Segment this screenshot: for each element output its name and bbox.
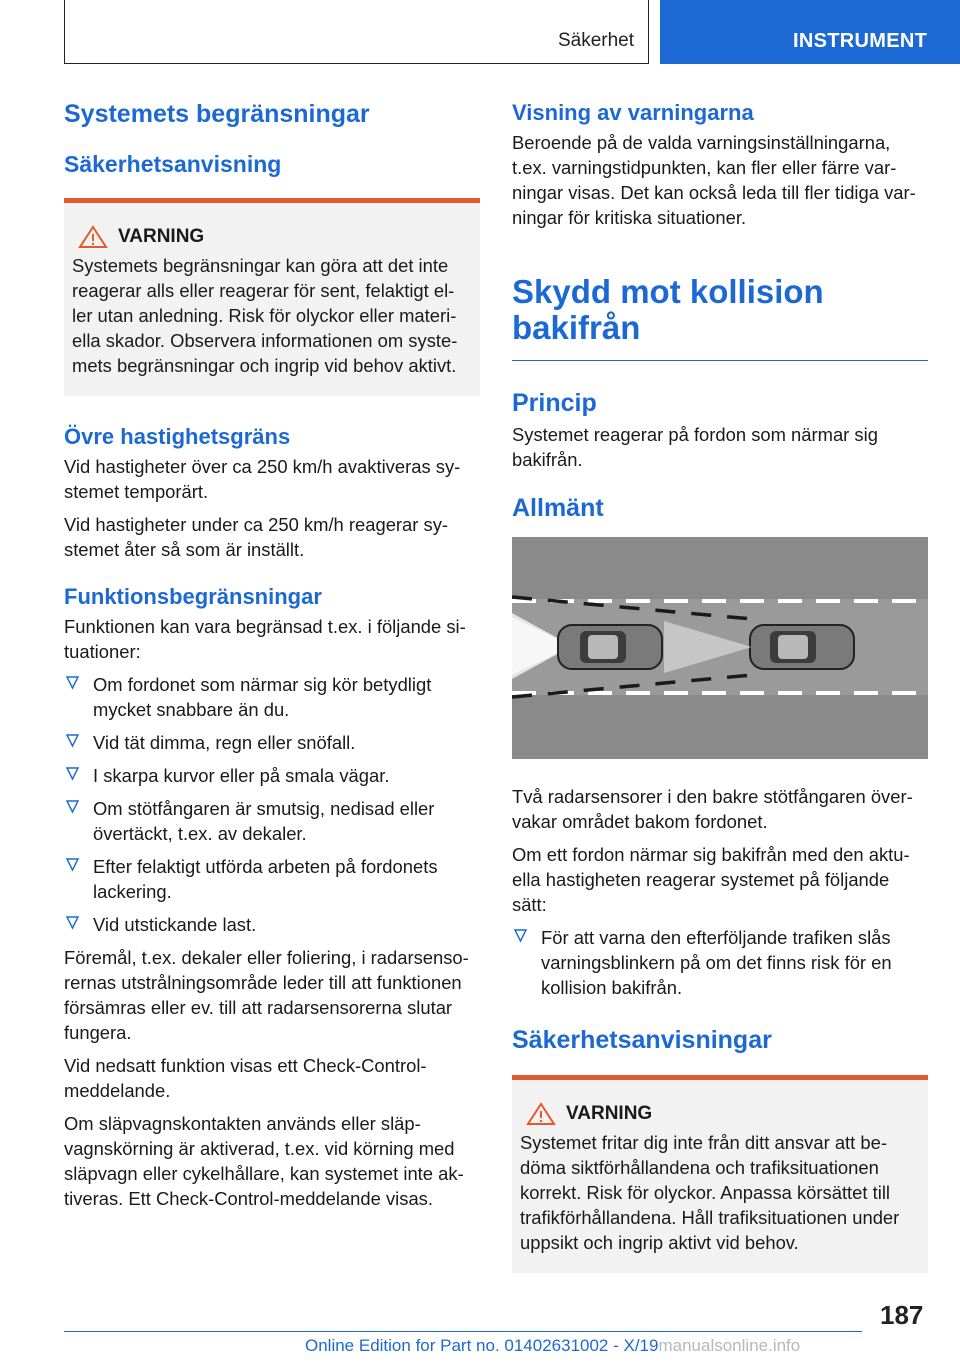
heading-general: Allmänt [512, 494, 604, 522]
list-item: Om stötfångaren är smutsig, nedisad eller övertäckt, t.ex. av dekaler. [64, 796, 480, 846]
warning-label: VARNING [566, 1103, 653, 1124]
list-item: För att varna den efterföljande trafiken slås varningsblinkern på om det finns risk för en kollision bakifrån. [512, 925, 928, 1000]
footer-watermark: manualsonline.info [658, 1336, 801, 1355]
warning-triangle-icon [78, 225, 108, 249]
warning-text: Systemets begränsningar kan göra att det inte reagerar alls eller reagerar för sent, felaktigt eller utan anledning. Risk för olyckor eller materiella skador. Observera informationen om systemets begränsningar och ingrip vid behov aktivt. [72, 255, 458, 376]
list-item: I skarpa kurvor eller på smala vägar. [64, 763, 480, 788]
triangle-bullet-icon [66, 800, 79, 814]
heading-principle: Princip [512, 389, 597, 417]
triangle-bullet-icon [66, 734, 79, 748]
list-item: Vid tät dimma, regn eller snöfall. [64, 730, 480, 755]
list-item: Om fordonet som närmar sig kör betydligt mycket snabbare än du. [64, 672, 480, 722]
section-subtitle-safety-note: Säkerhetsanvisning [64, 151, 282, 177]
warning-label: VARNING [118, 226, 205, 247]
rear-radar-illustration [512, 537, 928, 759]
triangle-bullet-icon [66, 858, 79, 872]
limitations-list [64, 672, 480, 937]
paragraph: Om ett fordon närmar sig bakifrån med den aktuella hastigheten reagerar systemet på följande sätt: [512, 844, 910, 915]
page-number: 187 [880, 1300, 924, 1330]
section-title-limitations: Systemets begränsningar [64, 100, 370, 128]
triangle-bullet-icon [66, 676, 79, 690]
paragraph: Beroende på de valda varningsinställningarna, t.ex. varningstidpunkten, kan fler eller färre varningar visas. Det kan också leda till fler tidiga varningar för kritiska situationer. [512, 132, 916, 228]
paragraph: Vid hastigheter under ca 250 km/h reagerar systemet åter så som är inställt. [64, 514, 449, 560]
warning-box-limitations [64, 198, 480, 396]
header-tab-instrument[interactable] [660, 0, 960, 64]
paragraph: Om släpvagnskontakten används eller släpvagnskörning är aktiverad, t.ex. vid körning med släpvagn eller cykelhållare, kan systemet inte aktiveras. Ett Check-Control-meddelande visas. [64, 1113, 464, 1209]
header-tab-label: INSTRUMENT [793, 30, 928, 52]
own-car-icon [750, 625, 854, 669]
following-car-icon [558, 625, 662, 669]
paragraph: Två radarsensorer i den bakre stötfångaren övervakar området bakom fordonet. [512, 786, 913, 832]
warning-box-safety [512, 1075, 928, 1273]
triangle-bullet-icon [66, 767, 79, 781]
main-title-rear-collision: Skydd mot kollision bakifrån [512, 273, 824, 346]
triangle-bullet-icon [514, 929, 527, 943]
heading-warning-display: Visning av varningarna [512, 100, 754, 125]
footer-edition-text: Online Edition for Part no. 01402631002 - X/19 [305, 1336, 659, 1355]
heading-function-limitations: Funktionsbegränsningar [64, 584, 322, 609]
heading-upper-speed-limit: Övre hastighetsgräns [64, 424, 291, 449]
paragraph: Vid nedsatt funktion visas ett Check-Control-meddelande. [64, 1055, 427, 1101]
general-list [512, 925, 928, 1000]
header-section-box [64, 0, 649, 64]
left-column [64, 100, 480, 1219]
paragraph: Funktionen kan vara begränsad t.ex. i följande situationer: [64, 616, 466, 662]
paragraph: Föremål, t.ex. dekaler eller foliering, i radarsensorernas utstrålningsområde leder till att funktionen försämras eller ev. till att radarsensorerna slutar fungera. [64, 947, 469, 1043]
warning-text: Systemet fritar dig inte från ditt ansvar att bedöma siktförhållandena och trafiksituationen korrekt. Risk för olyckor. Anpassa körsättet till trafikförhållandena. Håll trafiksituationen under uppsikt och ingrip aktivt vid behov. [520, 1132, 900, 1253]
header-section-label: Säkerhet [557, 30, 634, 51]
heading-safety-notes: Säkerhetsanvisningar [512, 1026, 772, 1054]
footer-edition [305, 1336, 800, 1356]
title-divider [512, 360, 928, 361]
warning-triangle-icon [526, 1102, 556, 1126]
list-item: Vid utstickande last. [64, 912, 480, 937]
footer-divider [64, 1331, 862, 1332]
right-column [512, 100, 928, 1273]
paragraph: Vid hastigheter över ca 250 km/h avaktiveras systemet temporärt. [64, 456, 461, 502]
paragraph: Systemet reagerar på fordon som närmar sig bakifrån. [512, 424, 878, 470]
triangle-bullet-icon [66, 916, 79, 930]
list-item: Efter felaktigt utförda arbeten på fordonets lackering. [64, 854, 480, 904]
